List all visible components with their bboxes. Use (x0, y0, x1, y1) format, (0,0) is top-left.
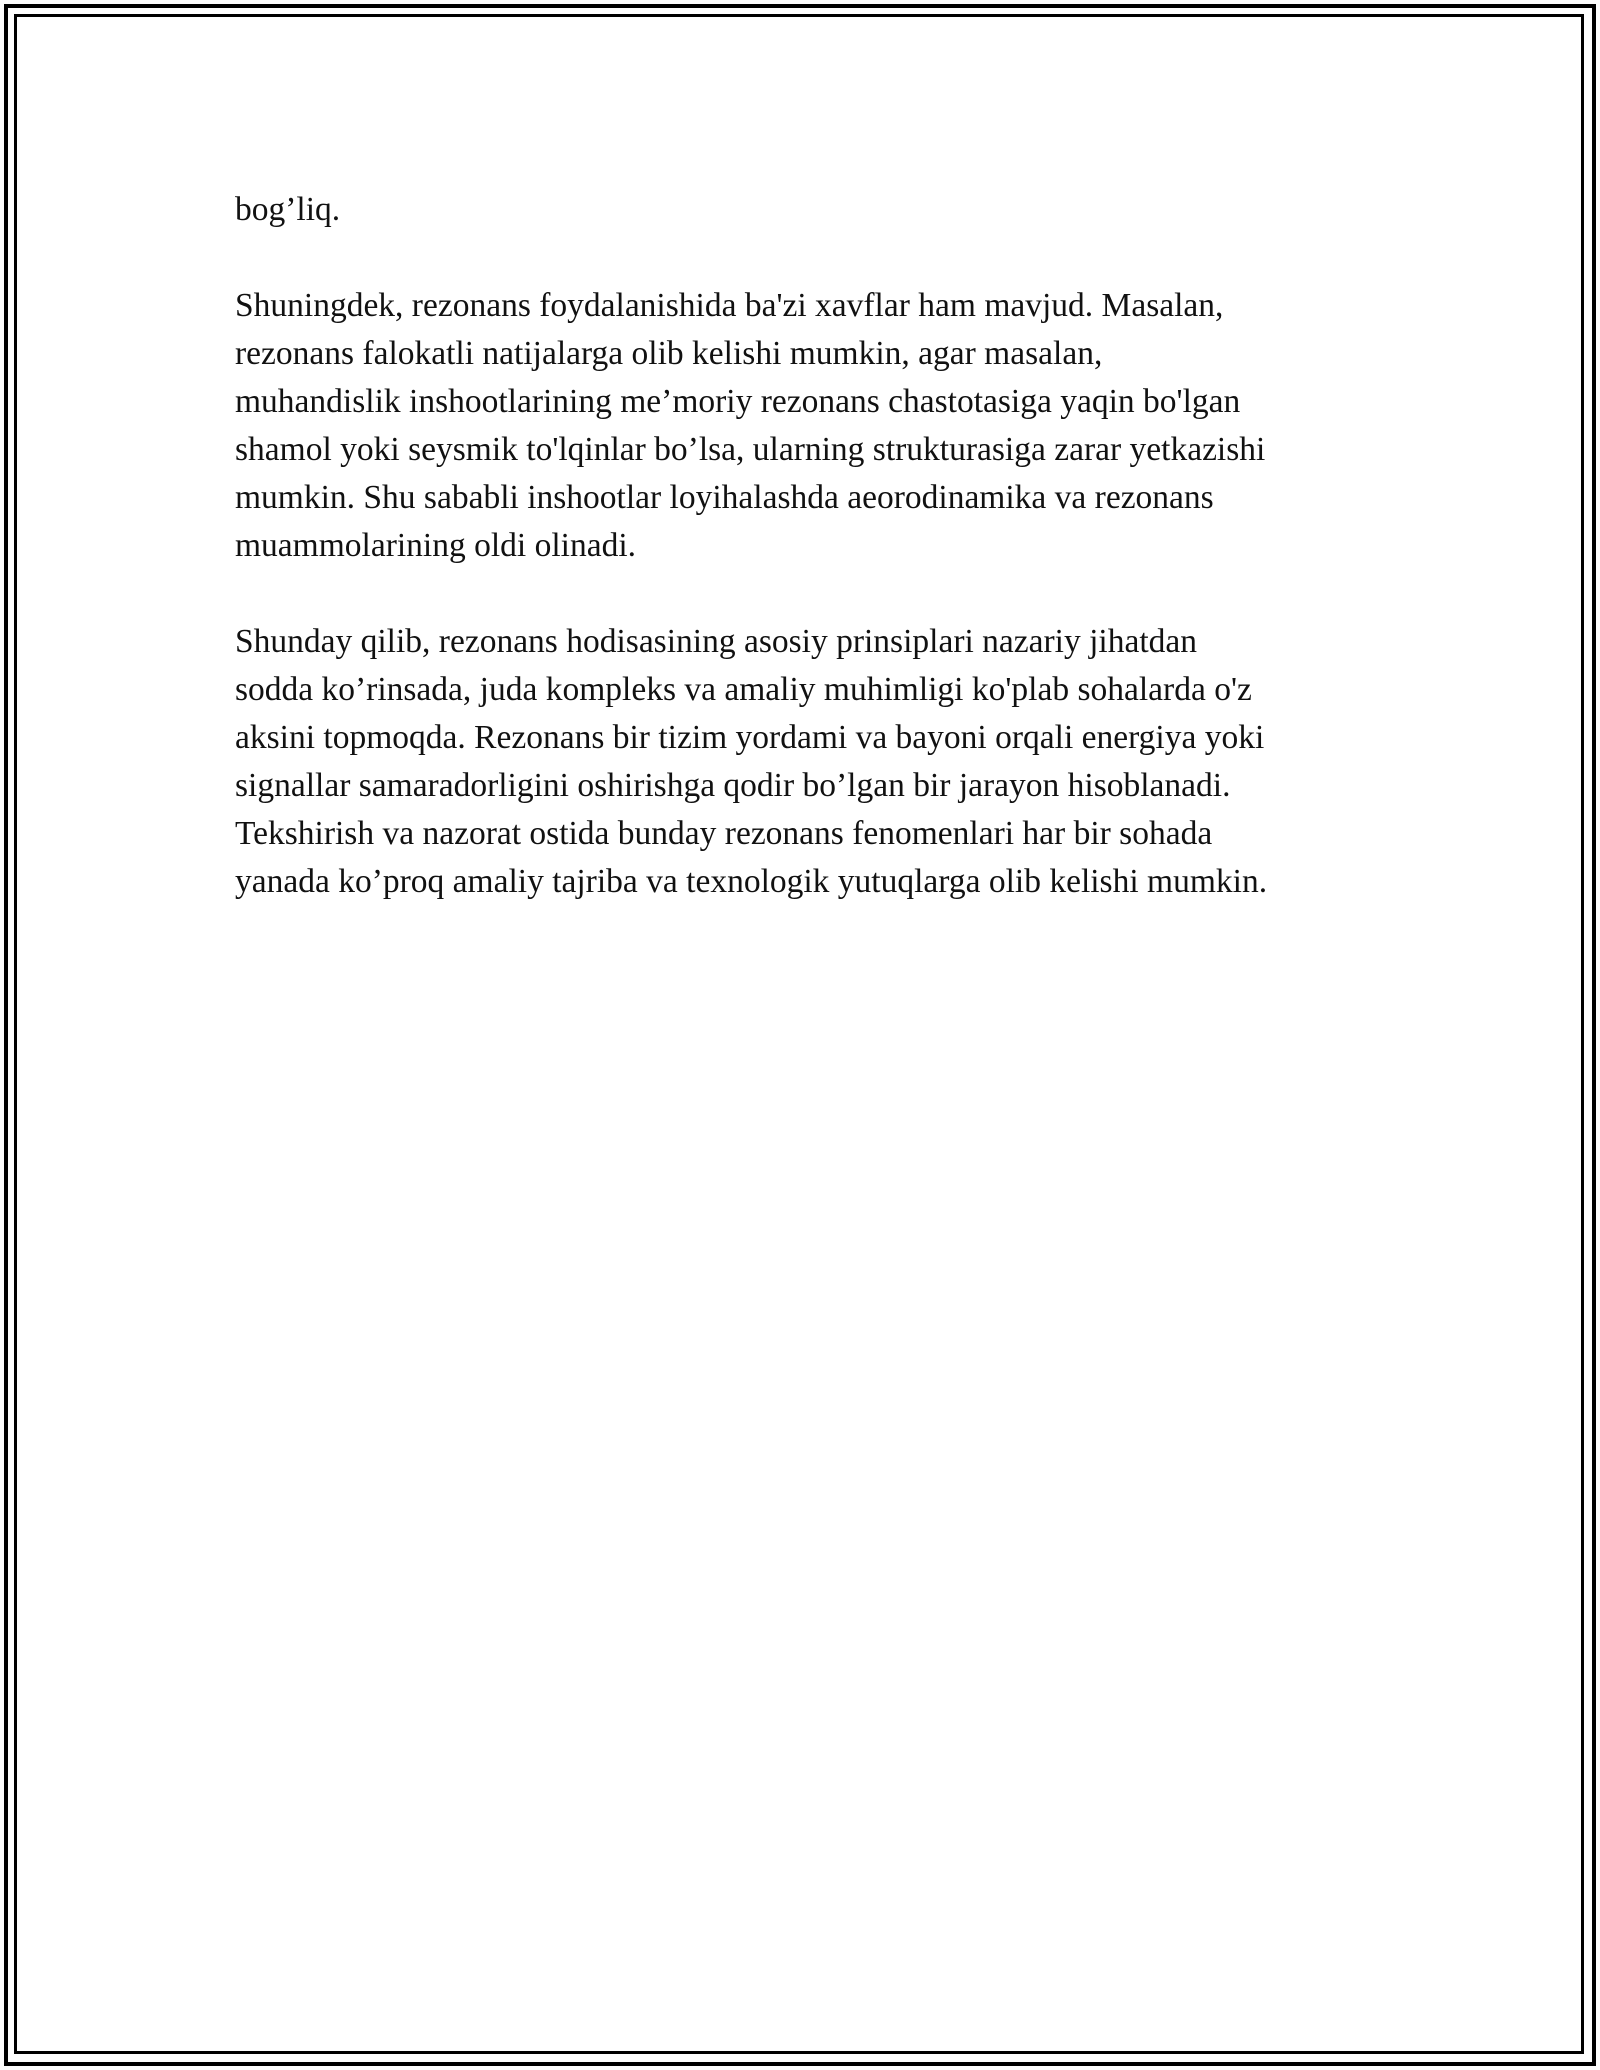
paragraph-continuation: bog’liq. (235, 191, 341, 228)
paragraph-resonance-risks: Shuningdek, rezonans foydalanishida ba'zi xavflar ham mavjud. Masalan, rezonans falokatli natijalarga olib kelishi mumkin, agar masalan, muhandislik inshootlarining me’moriy rezonans chastotasiga yaqin bo'lgan shamol yoki seysmik to'lqinlar bo’lsa, ularning strukturasiga zarar yetkazishi mumkin. Shu sababli inshootlar loyihalashda aeorodinamika va rezonans muammolarining oldi olinadi. (235, 287, 1266, 564)
paragraph-conclusion: Shunday qilib, rezonans hodisasining asosiy prinsiplari nazariy jihatdan sodda ko’rinsada, juda kompleks va amaliy muhimligi ko'plab sohalarda o'z aksini topmoqda. Rezonans bir tizim yordami va bayoni orqali energiya yoki signallar samaradorligini oshirishga qodir bo’lgan bir jarayon hisoblanadi. Tekshirish va nazorat ostida bunday rezonans fenomenlari har bir sohada yanada ko’proq amaliy tajriba va texnologik yutuqlarga olib kelishi mumkin. (235, 623, 1268, 900)
document-body (235, 186, 1380, 954)
